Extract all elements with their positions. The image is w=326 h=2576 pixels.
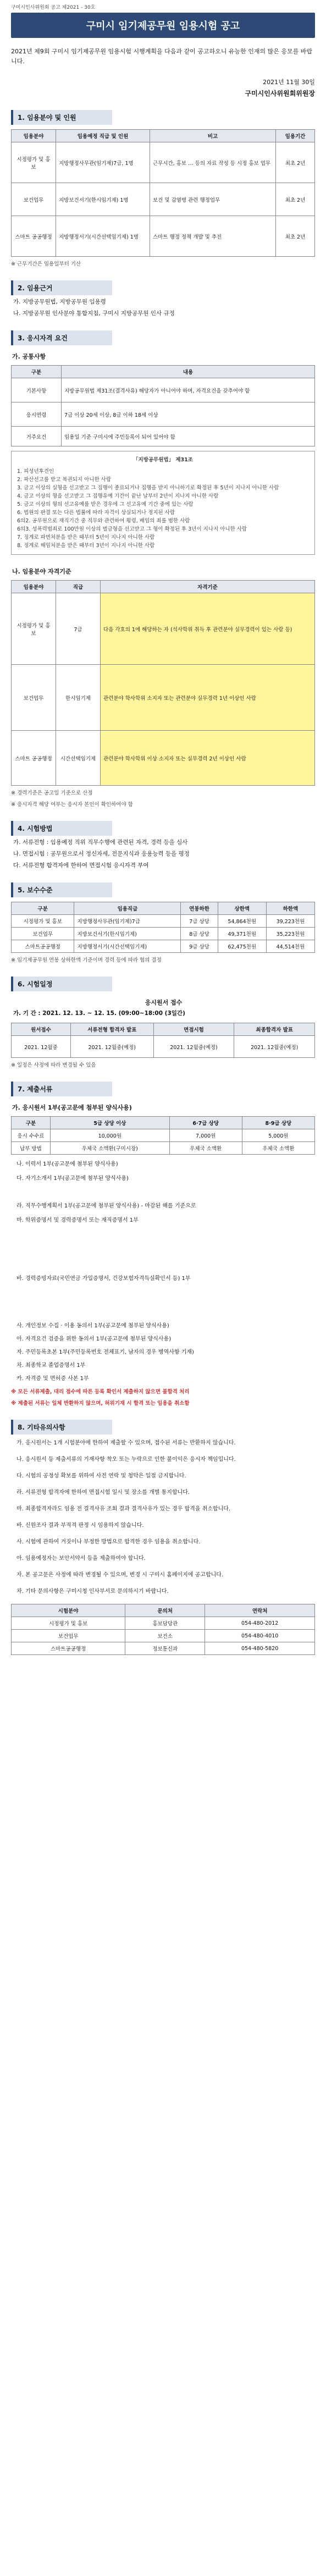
table-header: 연락처 <box>205 1604 315 1617</box>
table-cell: 5,000원 <box>242 1129 314 1142</box>
table-cell: 7,000원 <box>169 1129 242 1142</box>
table-header: 최종합격자 발표 <box>234 1023 315 1036</box>
table-row <box>12 216 315 257</box>
table-note: ※ 근무기간은 임용일부터 기산 <box>11 261 81 267</box>
section-exam-method <box>11 821 315 870</box>
section-positions <box>11 110 315 268</box>
list-item: 6. 법원의 판결 또는 다른 법률에 따라 자격이 상실되거나 정지된 사람 <box>17 510 175 516</box>
subsection-title: 나. 임용분야 자격기준 <box>12 568 71 575</box>
table-header: 구분 <box>12 366 62 378</box>
table-cell: 44,514천원 <box>266 940 314 953</box>
section-salary <box>11 882 315 964</box>
table-header: 임용직급 <box>74 902 181 915</box>
table-cell: 임용일 기준 구미시에 주민등록이 되어 있어야 함 <box>62 427 315 446</box>
table-row <box>12 1142 315 1155</box>
table-cell: 응시연령 <box>12 402 62 427</box>
table-cell: 스마트 공공행정 <box>12 216 56 257</box>
table-row <box>12 1642 315 1655</box>
table-cell: 보건업무 <box>12 183 56 216</box>
list-item: 사. 시험에 관하여 거짓이나 부정한 방법으로 합격한 경우 임용을 취소합니다. <box>16 1539 201 1545</box>
list-item: 나. 응시원서 등 제출서류의 기재사항 착오 또는 누락으로 인한 불이익은 응시자 책임입니다. <box>16 1457 236 1463</box>
table-header: 시험분야 <box>12 1604 125 1617</box>
text-line: 다. 서류전형 합격자에 한하여 면접시험 응시자격 부여 <box>13 862 149 869</box>
list-item: 5. 금고 이상의 형의 선고유예를 받은 경우에 그 선고유예 기간 중에 있는 사람 <box>17 501 194 508</box>
table-cell: 7급 이상 20세 이상, 8급 이하 18세 이상 <box>62 402 315 427</box>
table-cell: 62,475천원 <box>218 940 266 953</box>
table-cell: 시정평가 및 홍보 <box>12 142 56 183</box>
notice-number: 구미시인사위원회 공고 제2021 - 30호 <box>11 5 96 10</box>
table-cell: 9급 상당 <box>181 940 218 953</box>
page-title: 구미시 임기제공무원 임용시험 공고 <box>11 13 315 38</box>
table-row <box>12 940 315 953</box>
table-cell: 스마트공공행정 <box>12 1642 125 1655</box>
warning-note: ※ 모든 서류제출, 대리 접수에 따른 등록 확인서 제출하지 않으면 불합격 처리 <box>11 1389 190 1395</box>
table-header: 임용분야 <box>12 581 56 593</box>
table-cell: 거주요건 <box>12 427 62 446</box>
table-cell: 2021. 12월중 <box>12 1036 71 1058</box>
box-title: 「지방공무원법」 제31조 <box>133 457 193 463</box>
table-header: 8·9급 상당 <box>242 1117 314 1129</box>
salary-table <box>11 902 315 953</box>
list-item: 다. 시험의 공정성 확보를 위하여 사전 연락 및 청탁은 일절 금지합니다. <box>16 1473 186 1479</box>
table-cell: 지방행정사무관(임기제)7급, 1명 <box>56 142 150 183</box>
table-cell: 054-480-2012 <box>205 1617 315 1630</box>
table-header: 비고 <box>150 130 276 142</box>
table-cell: 납부 방법 <box>12 1142 51 1155</box>
section-title: 4. 시험방법 <box>11 821 112 836</box>
section-title: 7. 제출서류 <box>11 1082 112 1096</box>
list-item: 자. 본 공고문은 사정에 따라 변경될 수 있으며, 변경 시 구미시 홈페이지에 공고합니다. <box>16 1572 224 1578</box>
table-header: 직급 <box>56 581 101 593</box>
intro-text: 2021년 제9회 구미시 임기제공무원 임용시험 시행계획을 다음과 같이 공고하오니 유능한 인재의 많은 응모를 바랍니다. <box>11 48 312 65</box>
list-item: 7. 징계로 파면처분을 받은 때부터 5년이 지나지 아니한 사람 <box>17 534 155 540</box>
table-cell: 7급 <box>56 593 101 665</box>
table-cell: 7급 상당 <box>181 915 218 928</box>
table-row <box>12 183 315 216</box>
list-item: 바. 신원조사 결과 부적격 판정 시 임용하지 않습니다. <box>16 1523 144 1529</box>
table-row <box>12 928 315 940</box>
table-cell: 우체국 소액환 <box>242 1142 314 1155</box>
list-item: 아. 자격요건 검증을 위한 동의서 1부(공고문에 첨부된 양식사용) <box>16 1336 172 1342</box>
notes-list <box>16 1439 315 1596</box>
table-note: ※ 경력기준은 공고일 기준으로 산정 <box>11 790 93 796</box>
table-cell: 2021. 12월중(예정) <box>70 1036 153 1058</box>
table-cell: 우체국 소액환(구미시장) <box>51 1142 170 1155</box>
list-item: 차. 기타 문의사항은 구미시청 인사부서로 문의하시기 바랍니다. <box>16 1588 169 1595</box>
table-header: 자격기준 <box>101 581 315 593</box>
table-header: 구분 <box>12 902 74 915</box>
table-cell: 시정평가 및 홍보 <box>12 593 56 665</box>
table-row <box>12 378 315 402</box>
table-note: ※ 응시자격 해당 여부는 응시자 본인이 확인하여야 함 <box>11 802 133 808</box>
list-item: 마. 최종합격자라도 임용 전 결격사유 조회 결과 결격사유가 있는 경우 합격을 취소합니다. <box>16 1506 231 1512</box>
table-cell: 지방보건서기(한시임기제) <box>74 928 181 940</box>
table-cell: 054-480-4010 <box>205 1630 315 1642</box>
common-req-table <box>11 365 315 446</box>
section-title: 2. 임용근거 <box>11 280 112 295</box>
table-cell: 최초 2년 <box>276 142 315 183</box>
issuing-org: 구미시인사위원회위원장 <box>245 90 315 97</box>
notice-date: 2021년 11월 30일 <box>263 79 315 86</box>
table-cell: 054-480-5820 <box>205 1642 315 1655</box>
table-row <box>12 915 315 928</box>
list-item: 라. 서류전형 합격자에 한하여 면접시험 일시 및 장소를 개별 통지합니다. <box>16 1490 190 1496</box>
section-qualifications <box>11 330 315 809</box>
section-notes <box>11 1420 315 1655</box>
table-cell: 49,371천원 <box>218 928 266 940</box>
section-schedule <box>11 977 315 1069</box>
table-header: 하한액 <box>266 902 314 915</box>
table-cell: 스마트 행정 정책 개발 및 추진 <box>150 216 276 257</box>
table-cell: 10,000원 <box>51 1129 170 1142</box>
table-header: 임용분야 <box>12 130 56 142</box>
highlight-note: ※ 제출된 서류는 일체 반환하지 않으며, 허위기재 시 합격 또는 임용을 취소함 <box>11 1400 190 1406</box>
subsection-title: 응시원서 접수 <box>145 999 183 1006</box>
text-line: 가. 서류전형 : 임용예정 직위 직무수행에 관련된 자격, 경력 등을 심사 <box>13 839 188 846</box>
disqualification-box <box>11 451 315 555</box>
table-cell: 지방행정서기(시간선택임기제) 1명 <box>56 216 150 257</box>
table-row <box>12 731 315 786</box>
table-header: 원서접수 <box>12 1023 71 1036</box>
section-title: 1. 임용분야 및 인원 <box>11 110 112 125</box>
table-cell: 2021. 12월중(예정) <box>234 1036 315 1058</box>
list-item: 6의2. 공무원으로 재직기간 중 직무와 관련하여 횡령, 배임의 죄를 범한 사람 <box>17 518 190 524</box>
list-item: 바. 경력증빙자료(국민연금 가입증명서, 건강보험자격득실확인서 등) 1부 <box>16 1276 191 1282</box>
list-item: 아. 임용예정자는 보안서약서 등을 제출하여야 합니다. <box>16 1555 146 1562</box>
list-item: 사. 개인정보 수집 · 이용 동의서 1부(공고문에 첨부된 양식사용) <box>16 1323 169 1329</box>
table-row <box>12 1617 315 1630</box>
table-cell: 응시 수수료 <box>12 1129 51 1142</box>
table-cell: 우체국 소액환 <box>169 1142 242 1155</box>
table-cell: 보건 및 감염병 관련 행정업무 <box>150 183 276 216</box>
list-item: 4. 금고 이상의 형을 선고받고 그 집행유예 기간이 끝난 날부터 2년이 지나지 아니한 사람 <box>17 493 219 499</box>
section-documents <box>11 1082 315 1408</box>
contact-table <box>11 1604 315 1655</box>
table-cell: 54,864천원 <box>218 915 266 928</box>
table-header: 5급 상당 이상 <box>51 1117 170 1129</box>
table-header: 면접시험 <box>153 1023 234 1036</box>
table-cell: 스마트공공행정 <box>12 940 74 953</box>
table-header: 구분 <box>12 1117 51 1129</box>
table-cell: 한시임기제 <box>56 665 101 731</box>
table-cell: 2021. 12월중(예정) <box>153 1036 234 1058</box>
table-row <box>12 1630 315 1642</box>
table-cell: 최초 2년 <box>276 216 315 257</box>
table-header: 임용예정 직급 및 인원 <box>56 130 150 142</box>
table-cell: 35,223천원 <box>266 928 314 940</box>
table-cell: 홍보담당관 <box>125 1617 205 1630</box>
table-header: 서류전형 합격자 발표 <box>70 1023 153 1036</box>
subsection-title: 가. 공통사항 <box>12 353 46 360</box>
list-item: 가. 응시원서는 1개 시험분야에 한하여 제출할 수 있으며, 접수된 서류는 반환하지 않습니다. <box>16 1440 236 1446</box>
table-note: ※ 일정은 사정에 따라 변경될 수 있음 <box>11 1062 96 1068</box>
schedule-table <box>11 1023 315 1058</box>
table-row <box>12 402 315 427</box>
section-title: 3. 응시자격 요건 <box>11 330 112 345</box>
table-row <box>12 593 315 665</box>
table-cell: 정보통신과 <box>125 1642 205 1655</box>
text-line: 가. 지방공무원법, 지방공무원 임용령 <box>13 299 106 305</box>
table-cell: 39,223천원 <box>266 915 314 928</box>
table-cell: 지방행정사무관(임기제)7급 <box>74 915 181 928</box>
section-title: 6. 시험일정 <box>11 977 112 991</box>
table-row <box>12 1036 315 1058</box>
table-cell: 보건소 <box>125 1630 205 1642</box>
list-item: 마. 학위증명서 및 경력증명서 또는 재직증명서 1부 <box>16 1217 139 1223</box>
list-item: 자. 주민등록초본 1부(주민등록번호 전체표기, 남자의 경우 병역사항 기재) <box>16 1349 194 1355</box>
table-row <box>12 142 315 183</box>
table-cell: 관련분야 학사학위 소지자 또는 관련분야 실무경력 1년 이상인 사람 <box>101 665 315 731</box>
list-item: 1. 피성년후견인 <box>17 468 54 475</box>
table-cell: 근무시간, 홍보 … 등의 자료 작성 등 시정 홍보 업무 <box>150 142 276 183</box>
table-header: 6·7급 상당 <box>169 1117 242 1129</box>
positions-table <box>11 129 315 257</box>
table-cell: 다음 각호의 1에 해당하는 자 (석사학위 취득 후 관련분야 실무경력이 있는 사람 등) <box>101 593 315 665</box>
text-line: 가. 기 간 : 2021. 12. 13. ~ 12. 15. (09:00~18:00 (3일간) <box>13 1010 185 1017</box>
qualification-table <box>11 580 315 786</box>
text-line: 나. 면접시험 : 공무원으로서 정신자세, 전문지식과 응용능력 등을 평정 <box>13 851 190 857</box>
table-cell: 8급 상당 <box>181 928 218 940</box>
table-cell: 시정평가 및 홍보 <box>12 915 74 928</box>
list-item: 나. 이력서 1부(공고문에 첨부된 양식사용) <box>16 1161 118 1167</box>
document-list <box>16 1160 315 1383</box>
subsection-title: 가. 응시원서 1부(공고문에 첨부된 양식사용) <box>12 1104 132 1111</box>
list-item: 8. 징계로 해임처분을 받은 때부터 3년이 지나지 아니한 사람 <box>17 543 155 549</box>
text-line: 나. 지방공무원 인사분야 통합지침, 구미시 지방공무원 인사 규정 <box>13 310 175 317</box>
table-header: 임용기간 <box>276 130 315 142</box>
table-note: ※ 임기제공무원 연봉 상하한액 기준이며 경력 등에 따라 협의 결정 <box>11 957 162 963</box>
table-header: 문의처 <box>125 1604 205 1617</box>
table-cell: 시정평가 및 홍보 <box>12 1617 125 1630</box>
list-item: 6의3. 성폭력범죄로 100만원 이상의 벌금형을 선고받고 그 형이 확정된 후 3년이 지나지 아니한 사람 <box>17 526 247 532</box>
list-item: 다. 자기소개서 1부(공고문에 첨부된 양식사용) <box>16 1176 129 1182</box>
list-item: 3. 금고 이상의 실형을 선고받고 그 집행이 종료되거나 집행을 받지 아니하기로 확정된 후 5년이 지나지 아니한 사람 <box>17 485 279 491</box>
list-item: 2. 파산선고를 받고 복권되지 아니한 사람 <box>17 477 111 483</box>
table-row <box>12 427 315 446</box>
table-cell: 기본사항 <box>12 378 62 402</box>
table-cell: 지방보건서기(한시임기제) 1명 <box>56 183 150 216</box>
table-cell: 최초 2년 <box>276 183 315 216</box>
table-cell: 지방공무원법 제31조(결격사유) 해당자가 아니어야 하며, 자격요건을 갖추어야 함 <box>62 378 315 402</box>
table-row <box>12 665 315 731</box>
list-item: 차. 최종학교 졸업증명서 1부 <box>16 1363 86 1369</box>
list-item: 라. 직무수행계획서 1부(공고문에 첨부된 양식사용) - 마감된 해를 기준으로 <box>16 1203 196 1209</box>
table-row <box>12 1129 315 1142</box>
table-header: 연봉하한 <box>181 902 218 915</box>
table-cell: 시간선택임기제 <box>56 731 101 786</box>
table-cell: 보건업무 <box>12 928 74 940</box>
section-title: 8. 기타유의사항 <box>11 1420 112 1435</box>
table-cell: 보건업무 <box>12 1630 125 1642</box>
fee-table <box>11 1116 315 1155</box>
section-title: 5. 보수수준 <box>11 882 112 897</box>
table-header: 내용 <box>62 366 315 378</box>
table-cell: 관련분야 학사학위 이상 소지자 또는 실무경력 2년 이상인 사람 <box>101 731 315 786</box>
list-item: 카. 자격증 및 면허증 사본 1부 <box>16 1376 89 1382</box>
table-cell: 스마트 공공행정 <box>12 731 56 786</box>
section-legal-basis <box>11 280 315 318</box>
table-cell: 보건업무 <box>12 665 56 731</box>
table-cell: 지방행정서기(시간선택임기제) <box>74 940 181 953</box>
table-header: 상한액 <box>218 902 266 915</box>
